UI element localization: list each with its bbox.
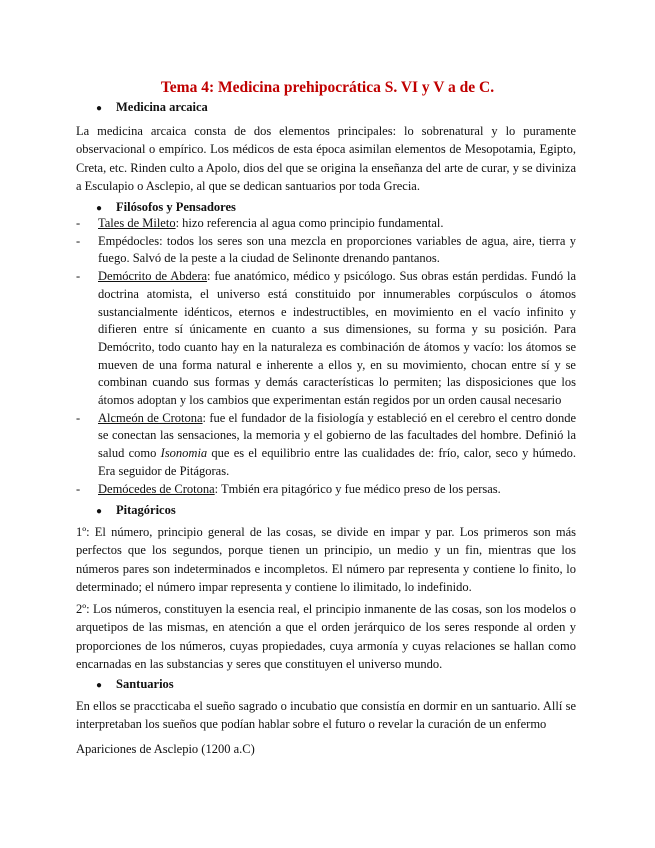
page-title: Tema 4: Medicina prehipocrática S. VI y V a de C.: [160, 79, 495, 96]
philosopher-name: Demócedes de Crotona: [98, 481, 215, 496]
philosopher-term: Isonomia: [160, 446, 208, 461]
heading-medicina-arcaica: [96, 99, 208, 117]
list-item: [76, 215, 576, 233]
list-item: [76, 410, 576, 481]
heading-label: Medicina arcaica: [116, 100, 208, 114]
paragraph-pitagoricos-1: 1º: El número, principio general de las cosas, se divide en impar y par. Los primeros son más perfectos que los segundos, porque tienen un principio, un medio y un fin, mientras que los números pares son indeterminados e incompletos. El número par representa y contiene lo finito, lo determinado; el número impar representa y contiene lo ilimitado, lo indefinido.: [76, 525, 576, 595]
heading-label: Santuarios: [116, 677, 174, 691]
bullet-icon: ●: [96, 203, 103, 214]
philosopher-name: Demócrito de Abdera: [98, 269, 208, 284]
heading-label: Filósofos y Pensadores: [116, 200, 236, 214]
dash-icon: -: [76, 481, 81, 496]
list-item: [76, 233, 576, 268]
paragraph-medicina-arcaica: La medicina arcaica consta de dos elementos principales: lo sobrenatural y lo puramente observacional o empírico. Los médicos de esta época asimilan elementos de Mesopotamia, Egipto, Creta, etc. Rinden culto a Apolo, dios del que se origina la enseñanza del arte de curar, y se diviniza a Esculapio o Asclepio, al que se dedican santuarios por toda Grecia.: [76, 124, 576, 194]
dash-icon: -: [76, 216, 81, 230]
bullet-icon: ●: [96, 506, 103, 517]
philosopher-text: : fue anatómico, médico y psicólogo. Sus obras están perdidas. Fundó la doctrina atomista, el universo está constituido por innumerables corpúsculos o átomos sustancialmente idénticos, eternos e indestructibles, en movimiento en el vacío infinito y difieren entre sí únicamente en cuanto a sus dimensiones, su forma y su posición. Para Demócrito, todo cuanto hay en la naturaleza es combinación de átomos y vacío: los átomos se mueven de una forma natural e inherente a ellos y, en su movimiento, chocan entre sí y se combinan cuando sus formas y demás características lo permiten; las disposiciones que los átomos adoptan y los cambios que experimentan están regidos por un orden causal necesario: [98, 269, 576, 408]
philosopher-text: Empédocles: todos los seres son una mezcla en proporciones variables de agua, aire, tierra y fuego. Salvó de la peste a la ciudad de Selinonte drenando pantanos.: [98, 233, 576, 266]
paragraph-pitagoricos-2: 2º: Los números, constituyen la esencia real, el principio inmanente de las cosas, son los modelos o arquetipos de las mismas, en atención a que el orden jerárquico de los seres responde al orden y proporciones de los números, cuyas propiedades, cuya armonía y cuyas relaciones se hallan como encarnadas en las substancias y seres que constituyen el universo mundo.: [76, 602, 576, 672]
philosopher-text: : Tmbién era pitagórico y fue médico preso de los persas.: [214, 481, 501, 496]
heading-pitagoricos: [96, 502, 176, 520]
paragraph-santuarios: En ellos se praccticaba el sueño sagrado o incubatio que consistía en dormir en un santuario. Allí se interpretaban los sueños que podían hablar sobre el futuro o revelar la curación de un enfermo: [76, 699, 576, 732]
philosopher-text: : fue el fundador de la fisiología y estableció en el cerebro el centro donde se conectan las sensaciones, la memoria y el gobierno de las facultades del hombre. Definió la salud como: [98, 410, 577, 461]
dash-icon: -: [76, 410, 81, 425]
philosopher-name: Alcmeón de Crotona: [98, 410, 203, 425]
philosopher-name: Tales de Mileto: [98, 216, 176, 230]
dash-icon: -: [76, 233, 81, 248]
philosopher-text: : hizo referencia al agua como principio fundamental.: [175, 216, 444, 230]
philosopher-text-cont: que es el equilibrio entre las cualidades de: frío, calor, seco y húmedo. Era seguidor de Pitágoras.: [98, 446, 576, 478]
heading-label: Pitagóricos: [116, 503, 176, 517]
philosophers-list: [76, 215, 576, 498]
heading-santuarios: [96, 676, 174, 694]
list-item: [76, 481, 576, 499]
note-apariciones: Apariciones de Asclepio (1200 a.C): [76, 742, 255, 756]
bullet-icon: ●: [96, 103, 103, 114]
bullet-icon: ●: [96, 680, 103, 691]
list-item: [76, 268, 576, 410]
dash-icon: -: [76, 269, 81, 284]
